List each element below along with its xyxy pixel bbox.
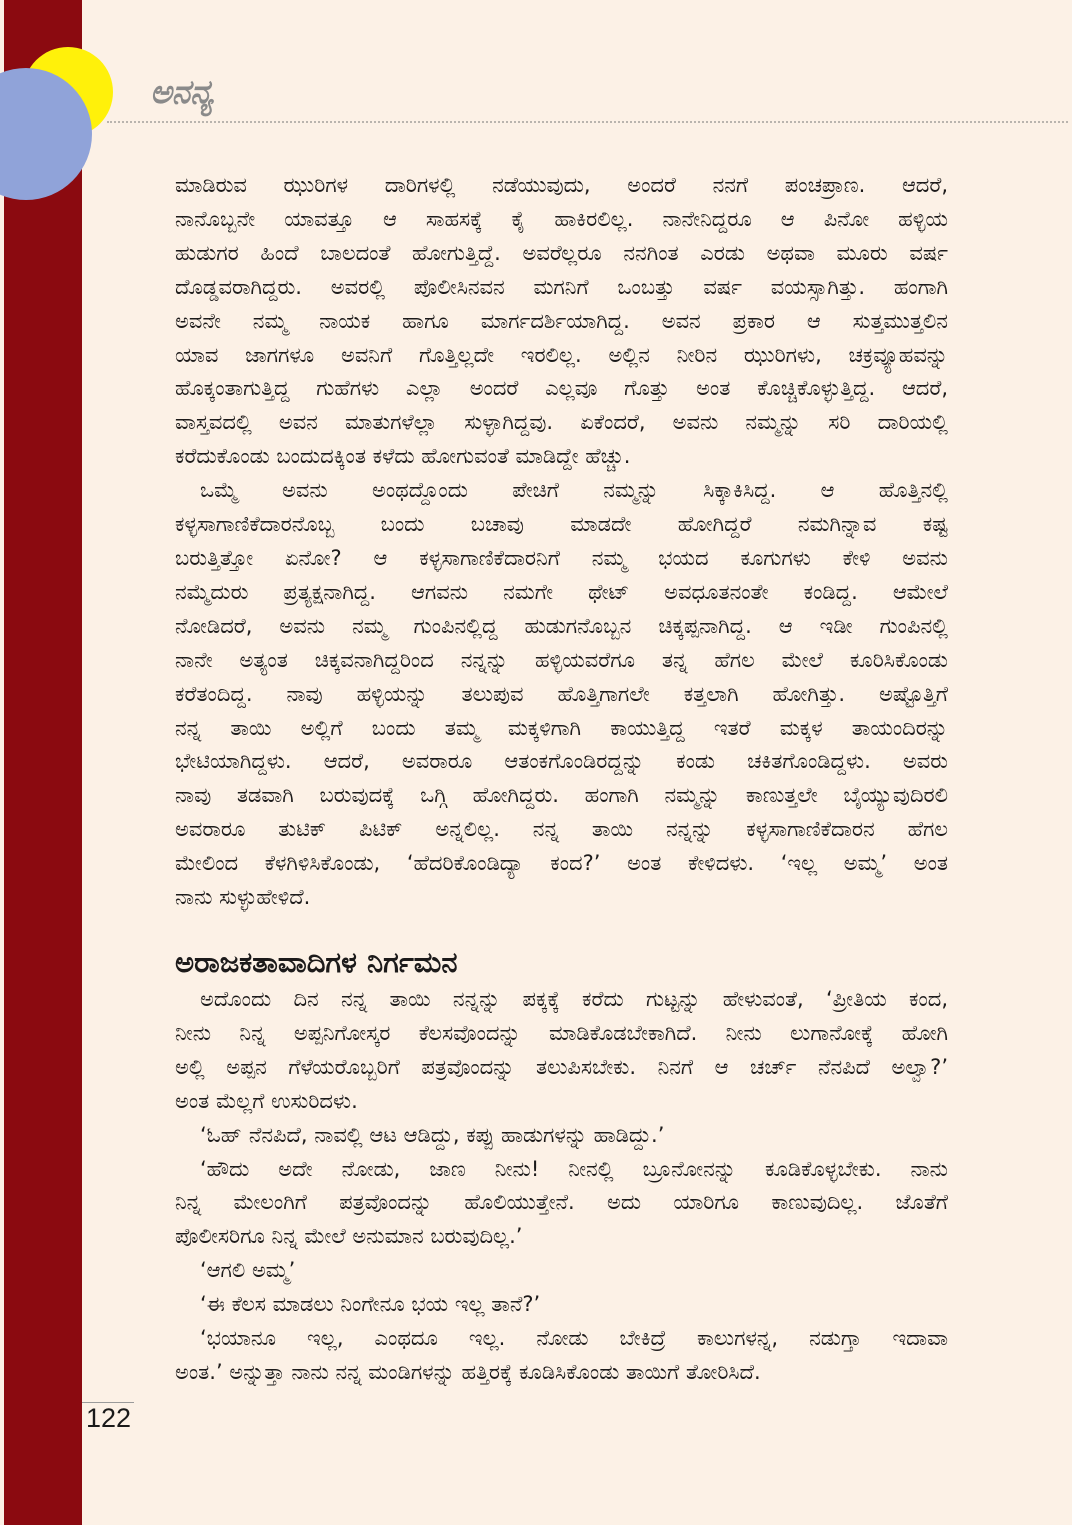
text-line: ಮೇಲಿಂದ ಕೆಳಗಿಳಿಸಿಕೊಂಡು, ‘ಹೆದರಿಕೊಂಡಿದ್ಯಾ ಕಂದ?’ ಅಂತ ಕೇಳಿದಳು. ‘ಇಲ್ಲ ಅಮ್ಮ’ ಅಂತ (175, 851, 948, 876)
text-line: ನಾನೇ ಅತ್ಯಂತ ಚಿಕ್ಕವನಾಗಿದ್ದರಿಂದ ನನ್ನನ್ನು ಹಳ್ಳಿಯವರೆಗೂ ತನ್ನ ಹೆಗಲ ಮೇಲೆ ಕೂರಿಸಿಕೊಂಡು (175, 647, 948, 672)
text-line: ನಾವು ತಡವಾಗಿ ಬರುವುದಕ್ಕೆ ಒಗ್ಗಿ ಹೋಗಿದ್ದರು. ಹಂಗಾಗಿ ನಮ್ಮನ್ನು ಕಾಣುತ್ತಲೇ ಬೈಯ್ಯುವುದಿರಲಿ (175, 783, 948, 808)
text-line: ದೊಡ್ಡವರಾಗಿದ್ದರು. ಅವರಲ್ಲಿ ಪೊಲೀಸಿನವನ ಮಗನಿಗೆ ಒಂಬತ್ತು ವರ್ಷ ವಯಸ್ಸಾಗಿತ್ತು. ಹಂಗಾಗಿ (175, 274, 948, 299)
body-text-after-heading (175, 983, 948, 1390)
text-line: ಪೊಲೀಸರಿಗೂ ನಿನ್ನ ಮೇಲೆ ಅನುಮಾನ ಬರುವುದಿಲ್ಲ.’ (175, 1224, 523, 1249)
text-line: ಭೇಟಿಯಾಗಿದ್ದಳು. ಆದರೆ, ಅವರಾರೂ ಆತಂಕಗೊಂಡಿರದ್ದನ್ನು ಕಂಡು ಚಕಿತಗೊಂಡಿದ್ದಳು. ಅವರು (175, 749, 948, 774)
text-line: ಹುಡುಗರ ಹಿಂದೆ ಬಾಲದಂತೆ ಹೋಗುತ್ತಿದ್ದೆ. ಅವರೆಲ್ಲರೂ ನನಗಿಂತ ಎರಡು ಅಥವಾ ಮೂರು ವರ್ಷ (175, 240, 948, 265)
text-line: ನಿನ್ನ ಮೇಲಂಗಿಗೆ ಪತ್ರವೊಂದನ್ನು ಹೊಲಿಯುತ್ತೇನೆ. ಅದು ಯಾರಿಗೂ ಕಾಣುವುದಿಲ್ಲ. ಜೊತೆಗೆ (175, 1190, 948, 1215)
text-line: ಅವರಾರೂ ತುಟಿಕ್ ಪಿಟಿಕ್ ಅನ್ನಲಿಲ್ಲ. ನನ್ನ ತಾಯಿ ನನ್ನನ್ನು ಕಳ್ಳಸಾಗಾಣಿಕೆದಾರನ ಹೆಗಲ (175, 817, 948, 842)
text-line: ಬರುತ್ತಿತ್ತೋ ಏನೋ? ಆ ಕಳ್ಳಸಾಗಾಣಿಕೆದಾರನಿಗೆ ನಮ್ಮ ಭಯದ ಕೂಗುಗಳು ಕೇಳಿ ಅವನು (175, 545, 948, 570)
text-line: ‘ಭಯಾನೂ ಇಲ್ಲ, ಎಂಥದೂ ಇಲ್ಲ. ನೋಡು ಬೇಕಿದ್ರೆ ಕಾಲುಗಳನ್ನ, ನಡುಗ್ತಾ ಇದಾವಾ (200, 1326, 948, 1351)
body-text-before-heading (175, 169, 948, 915)
text-line: ವಾಸ್ತವದಲ್ಲಿ ಅವನ ಮಾತುಗಳೆಲ್ಲಾ ಸುಳ್ಳಾಗಿದ್ದವು. ಏಕೆಂದರೆ, ಅವನು ನಮ್ಮನ್ನು ಸರಿ ದಾರಿಯಲ್ಲಿ (175, 410, 948, 435)
margin-color-band (4, 0, 82, 1525)
paragraph (175, 983, 948, 1119)
text-line: ಕಳ್ಳಸಾಗಾಣಿಕೆದಾರನೊಬ್ಬ ಬಂದು ಬಚಾವು ಮಾಡದೇ ಹೋಗಿದ್ದರೆ ನಮಗಿನ್ನಾವ ಕಷ್ಟ (175, 512, 948, 537)
text-line: ‘ಓಹ್ ನೆನಪಿದೆ, ನಾವಲ್ಲಿ ಆಟ ಆಡಿದ್ದು, ಕಪ್ಪು ಹಾಡುಗಳನ್ನು ಹಾಡಿದ್ದು.’ (200, 1122, 665, 1147)
text-line: ಅಂತ ಮೆಲ್ಲಗೆ ಉಸುರಿದಳು. (175, 1088, 358, 1113)
text-line: ‘ಹೌದು ಅದೇ ನೋಡು, ಜಾಣ ನೀನು! ನೀನಲ್ಲಿ ಬ್ರೂನೋನನ್ನು ಕೂಡಿಕೊಳ್ಳಬೇಕು. ನಾನು (200, 1156, 948, 1181)
page-number: 122 (86, 1403, 132, 1433)
header-dotted-rule (107, 121, 1068, 123)
text-line: ಅಲ್ಲಿ ಅಪ್ಪನ ಗೆಳೆಯರೊಬ್ಬರಿಗೆ ಪತ್ರವೊಂದನ್ನು ತಲುಪಿಸಬೇಕು. ನಿನಗೆ ಆ ಚರ್ಚ್ ನೆನಪಿದೆ ಅಲ್ವಾ?’ (175, 1054, 948, 1079)
text-line: ನಮ್ಮೆದುರು ಪ್ರತ್ಯಕ್ಷನಾಗಿದ್ದ. ಆಗವನು ನಮಗೇ ಥೇಟ್ ಅವಧೂತನಂತೇ ಕಂಡಿದ್ದ. ಆಮೇಲೆ (175, 579, 948, 604)
paragraph (175, 1254, 948, 1288)
text-line: ನಾನೊಬ್ಬನೇ ಯಾವತ್ತೂ ಆ ಸಾಹಸಕ್ಕೆ ಕೈ ಹಾಕಿರಲಿಲ್ಲ. ನಾನೇನಿದ್ದರೂ ಆ ಪಿನೋ ಹಳ್ಳಿಯ (175, 206, 948, 231)
text-line: ಅದೊಂದು ದಿನ ನನ್ನ ತಾಯಿ ನನ್ನನ್ನು ಪಕ್ಕಕ್ಕೆ ಕರೆದು ಗುಟ್ಟನ್ನು ಹೇಳುವಂತೆ, ‘ಪ್ರೀತಿಯ ಕಂದ, (200, 987, 948, 1011)
paragraph (175, 1119, 948, 1153)
text-line: ಮಾಡಿರುವ ಝುರಿಗಳ ದಾರಿಗಳಲ್ಲಿ ನಡೆಯುವುದು, ಅಂದರೆ ನನಗೆ ಪಂಚಪ್ರಾಣ. ಆದರೆ, (175, 173, 948, 197)
paragraph (175, 169, 948, 474)
text-line: ನಾನು ಸುಳ್ಳುಹೇಳಿದೆ. (175, 885, 311, 910)
text-line: ಅವನೇ ನಮ್ಮ ನಾಯಕ ಹಾಗೂ ಮಾರ್ಗದರ್ಶಿಯಾಗಿದ್ದ. ಅವನ ಪ್ರಕಾರ ಆ ಸುತ್ತಮುತ್ತಲಿನ (175, 308, 948, 333)
text-line: ಹೊಕ್ಕಂತಾಗುತ್ತಿದ್ದ ಗುಹೆಗಳು ಎಲ್ಲಾ ಅಂದರೆ ಎಲ್ಲವೂ ಗೊತ್ತು ಅಂತ ಕೊಚ್ಚಿಕೊಳ್ಳುತ್ತಿದ್ದ. ಆದರೆ, (175, 376, 948, 401)
text-line: ‘ಆಗಲಿ ಅಮ್ಮ’ (200, 1258, 296, 1283)
text-line: ಅಂತ.’ ಅನ್ನುತ್ತಾ ನಾನು ನನ್ನ ಮಂಡಿಗಳನ್ನು ಹತ್ತಿರಕ್ಕೆ ಕೂಡಿಸಿಕೊಂಡು ತಾಯಿಗೆ ತೋರಿಸಿದೆ. (175, 1359, 761, 1384)
paragraph (175, 1288, 948, 1322)
running-title: ಅನನ್ಯ (150, 72, 213, 111)
section-heading: ಅರಾಜಕತಾವಾದಿಗಳ ನಿರ್ಗಮನ (175, 945, 458, 979)
text-line: ಒಮ್ಮೆ ಅವನು ಅಂಥದ್ದೊಂದು ಪೇಚಿಗೆ ನಮ್ಮನ್ನು ಸಿಕ್ಕಾಕಿಸಿದ್ದ. ಆ ಹೊತ್ತಿನಲ್ಲಿ (200, 478, 948, 503)
paragraph (175, 1153, 948, 1255)
paragraph (175, 1322, 948, 1390)
text-line: ನೀನು ನಿನ್ನ ಅಪ್ಪನಿಗೋಸ್ಕರ ಕೆಲಸವೊಂದನ್ನು ಮಾಡಿಕೊಡಬೇಕಾಗಿದೆ. ನೀನು ಲುಗಾನೋಕ್ಕೆ ಹೋಗಿ (175, 1020, 948, 1045)
text-line: ಕರೆದುಕೊಂಡು ಬಂದುದಕ್ಕಿಂತ ಕಳೆದು ಹೋಗುವಂತೆ ಮಾಡಿದ್ದೇ ಹೆಚ್ಚು. (175, 444, 631, 469)
text-line: ಯಾವ ಜಾಗಗಳೂ ಅವನಿಗೆ ಗೊತ್ತಿಲ್ಲದೇ ಇರಲಿಲ್ಲ. ಅಲ್ಲಿನ ನೀರಿನ ಝುರಿಗಳು, ಚಕ್ರವ್ಯೂಹವನ್ನು (175, 342, 948, 367)
paragraph (175, 474, 948, 915)
text-line: ನೋಡಿದರೆ, ಅವನು ನಮ್ಮ ಗುಂಪಿನಲ್ಲಿದ್ದ ಹುಡುಗನೊಬ್ಬನ ಚಿಕ್ಕಪ್ಪನಾಗಿದ್ದ. ಆ ಇಡೀ ಗುಂಪಿನಲ್ಲಿ (175, 613, 948, 638)
text-line: ನನ್ನ ತಾಯಿ ಅಲ್ಲಿಗೆ ಬಂದು ತಮ್ಮ ಮಕ್ಕಳಿಗಾಗಿ ಕಾಯುತ್ತಿದ್ದ ಇತರೆ ಮಕ್ಕಳ ತಾಯಂದಿರನ್ನು (175, 715, 948, 740)
text-line: ಕರೆತಂದಿದ್ದ. ನಾವು ಹಳ್ಳಿಯನ್ನು ತಲುಪುವ ಹೊತ್ತಿಗಾಗಲೇ ಕತ್ತಲಾಗಿ ಹೋಗಿತ್ತು. ಅಷ್ಟೊತ್ತಿಗೆ (175, 681, 948, 706)
text-line: ‘ಈ ಕೆಲಸ ಮಾಡಲು ನಿಂಗೇನೂ ಭಯ ಇಲ್ಲ ತಾನೆ?’ (200, 1292, 541, 1317)
